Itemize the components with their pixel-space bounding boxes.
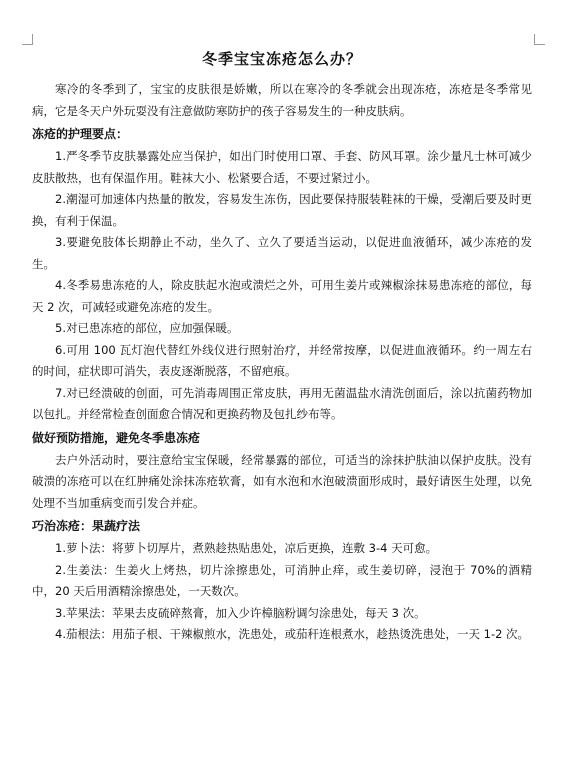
prevention-paragraph: 去户外活动时，要注意给宝宝保暖，经常暴露的部位，可适当的涂抹护肤油以保护皮肤。没有破溃的冻疮可以在红肿痛处涂抹冻疮软膏，如有水泡和水泡破溃面形成时，最好请医生处理，以免处理不当加重病变而引发合并症。 (32, 452, 532, 510)
page-corner-mark-top-right (534, 34, 545, 45)
remedy-item: 3.苹果法：苹果去皮硫碎熬膏，加入少许樟脑粉调匀涂患处，每天 3 次。 (55, 605, 426, 620)
care-point-item: 5.对已患冻疮的部位，应加强保暖。 (55, 321, 239, 335)
section-heading-prevention: 做好预防措施，避免冬季患冻疮 (32, 430, 201, 445)
remedy-item: 1.萝卜法：将萝卜切厚片，煮熟趁热贴患处，凉后更换，连敷 3-4 天可愈。 (55, 541, 438, 555)
care-point-item: 4.冬季易患冻疮的人，除皮肤起水泡或溃烂之外，可用生姜片或辣椒涂抹易患冻疮的部位，每天 2 次，可减轻或避免冻疮的发生。 (32, 278, 532, 314)
care-point-item: 1.严冬季节皮肤暴露处应当保护，如出门时使用口罩、手套、防风耳罩。涂少量凡士林可减少皮肤散热，也有保温作用。鞋袜大小、松紧要合适，不要过紧过小。 (32, 149, 532, 185)
page-corner-mark-top-left (22, 34, 33, 45)
remedy-item: 2.生姜法：生姜火上烤热，切片涂擦患处，可消肿止痒，或生姜切碎，浸泡于 70%的酒精中，20 天后用酒精涂擦患处，一天数次。 (32, 562, 532, 598)
section-heading-care-points: 冻疮的护理要点： (32, 127, 129, 141)
document-page (32, 48, 532, 646)
care-point-item: 2.潮湿可加速体内热量的散发，容易发生冻伤，因此要保持服装鞋袜的干燥，受潮后要及时更换，有利于保温。 (32, 192, 532, 228)
document-title: 冬季宝宝冻疮怎么办？ (201, 50, 362, 68)
care-point-item: 3.要避免肢体长期静止不动，坐久了、立久了要适当运动，以促进血液循环，减少冻疮的发生。 (32, 235, 532, 271)
remedy-item: 4.茄根法：用茄子根、干辣椒煎水，洗患处，或茄秆连根煮水，趁热烫洗患处，一天 1-2 次。 (55, 627, 530, 641)
care-point-item: 6.可用 100 瓦灯泡代替红外线仪进行照射治疗，并经常按摩，以促进血液循环。约一周左右的时间，症状即可消失，表皮逐渐脱落，不留疤痕。 (32, 342, 532, 378)
intro-paragraph: 寒冷的冬季到了，宝宝的皮肤很是娇嫩，所以在寒冷的冬季就会出现冻疮，冻疮是冬季常见病，它是冬天户外玩耍没有注意做防寒防护的孩子容易发生的一种皮肤病。 (32, 82, 532, 118)
care-point-item: 7.对已经溃破的创面，可先消毒周围正常皮肤，再用无菌温盐水清洗创面后，涂以抗菌药物加以包扎。并经常检查创面愈合情况和更换药物及包扎纱布等。 (32, 385, 532, 421)
section-heading-remedies: 巧治冻疮：果蔬疗法 (32, 519, 141, 533)
